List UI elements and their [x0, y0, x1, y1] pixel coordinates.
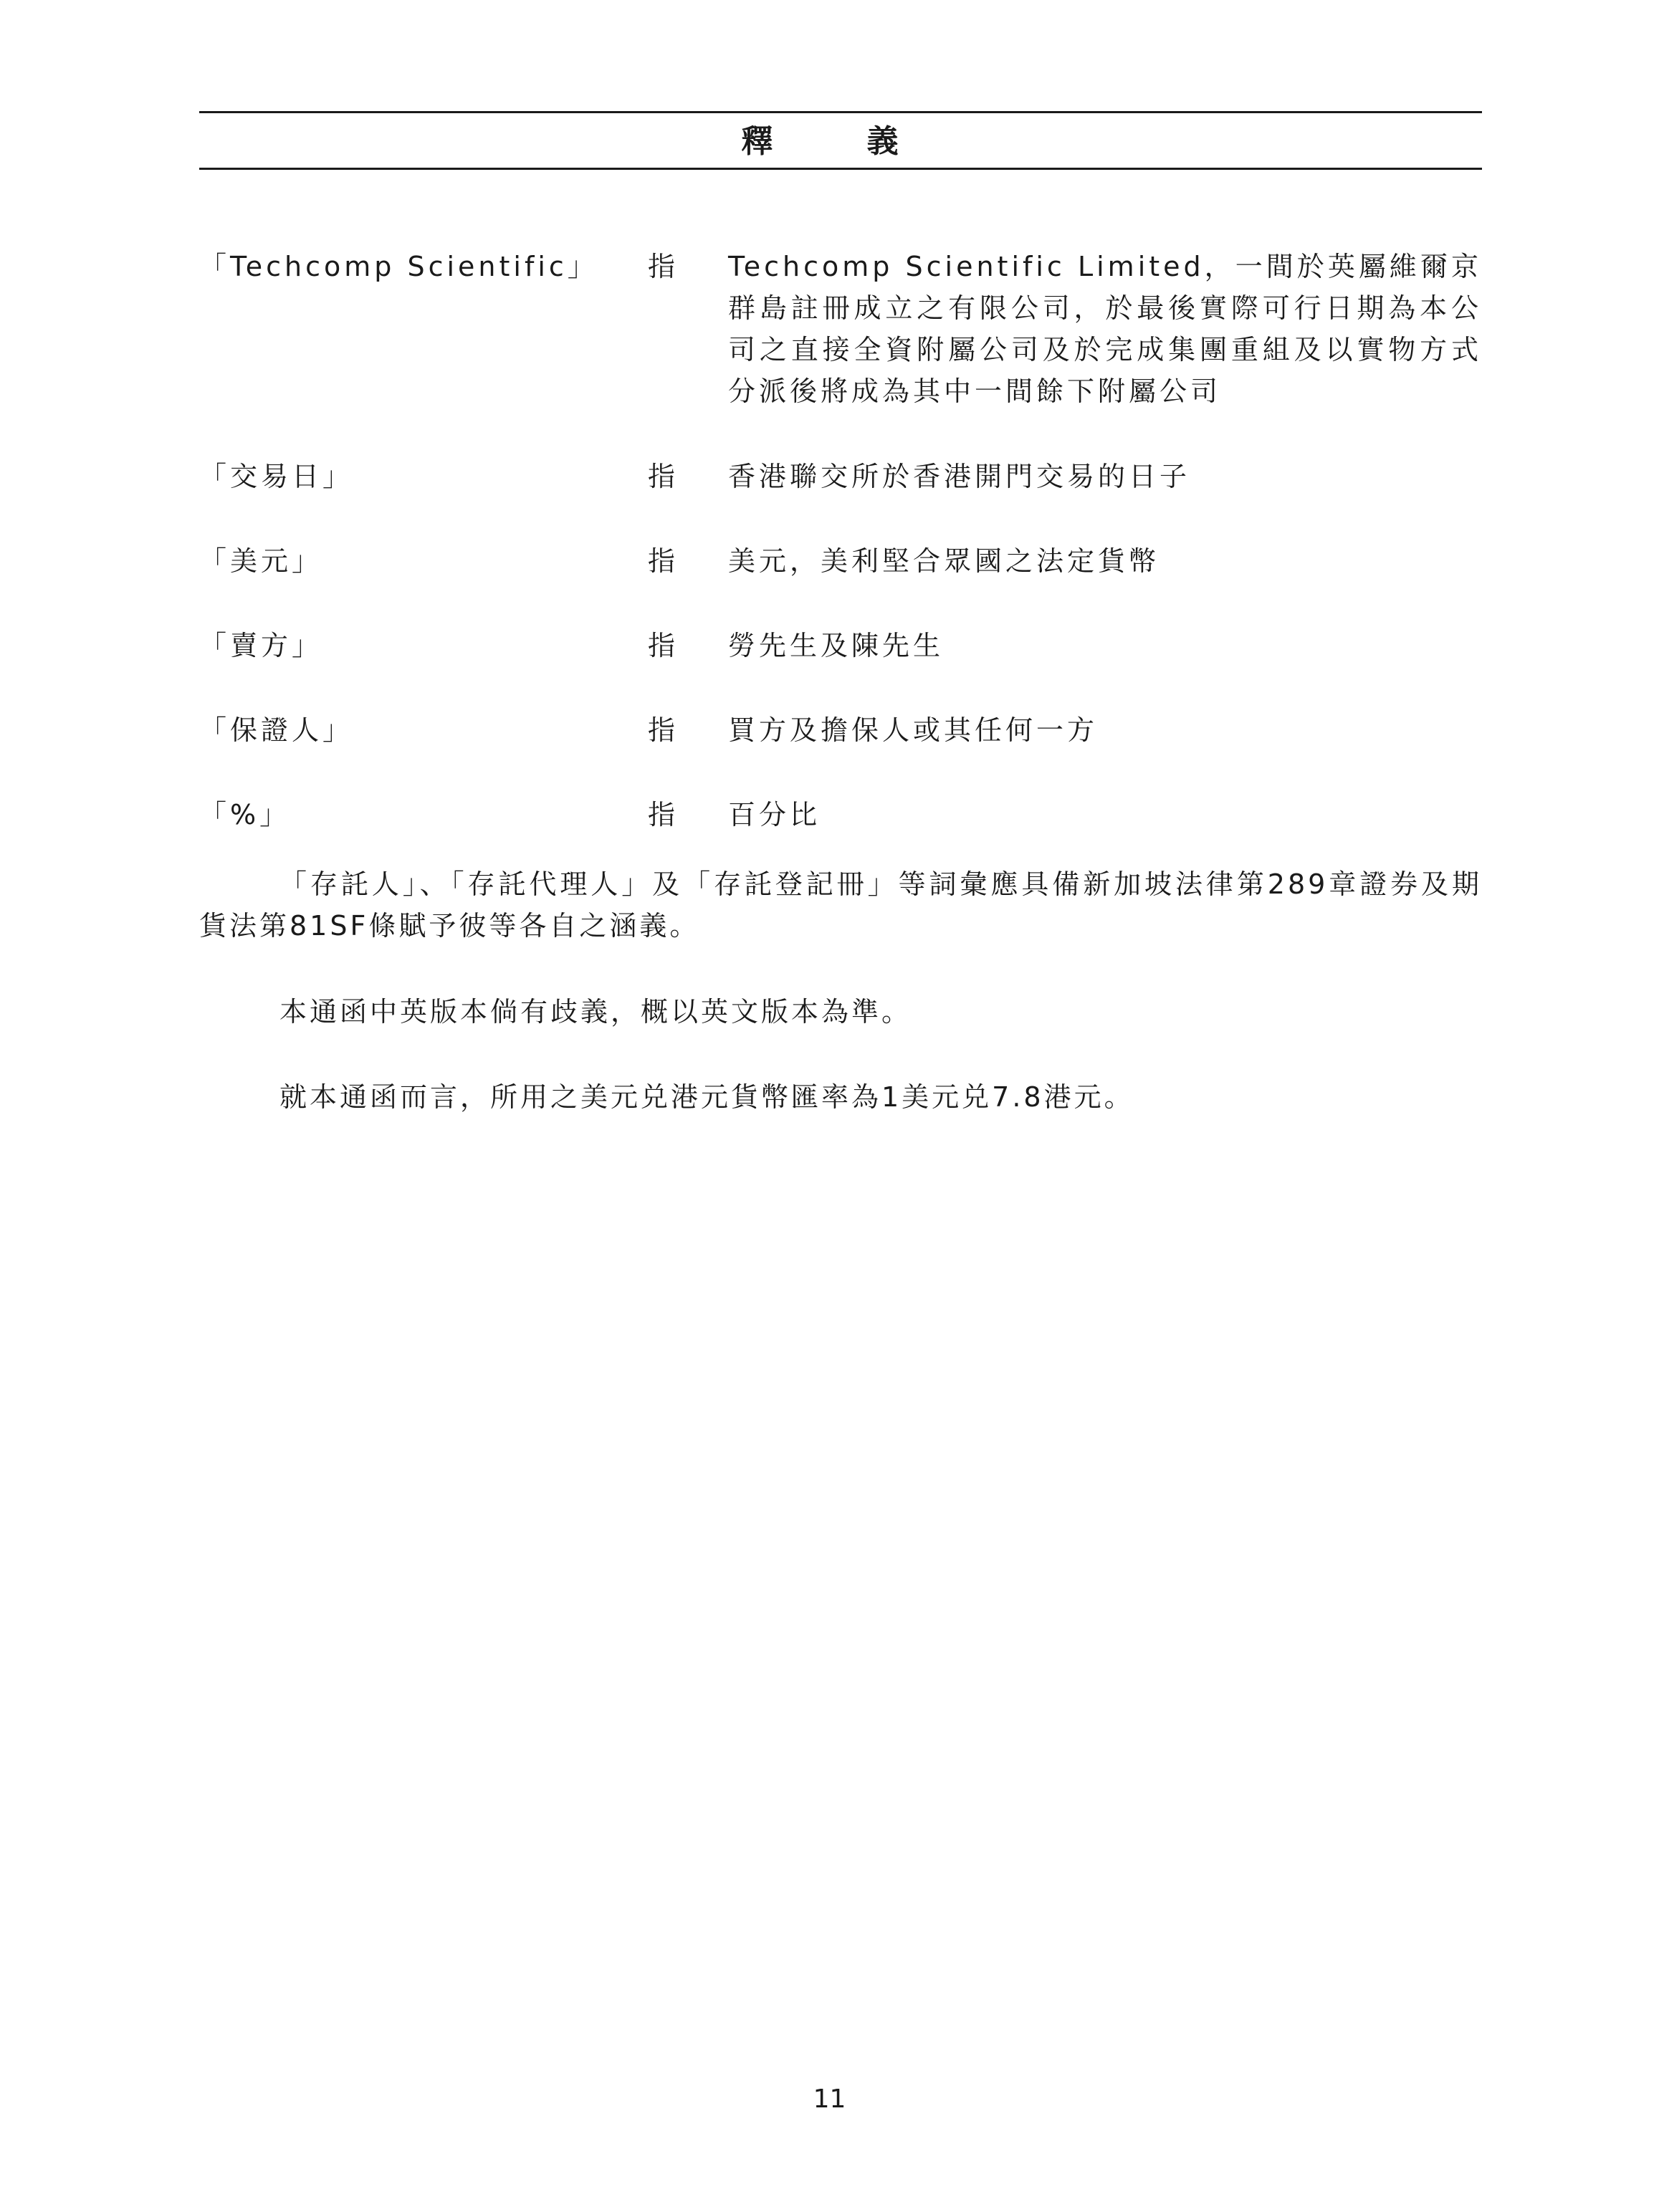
definition-row-us-dollar [199, 540, 1482, 583]
definition-row-techcomp-scientific [199, 246, 1482, 418]
definition-means: 指 [648, 461, 676, 492]
definition-means: 指 [648, 251, 676, 282]
definition-means: 指 [648, 545, 676, 577]
definition-term: 「賣方」 [199, 630, 323, 661]
definition-means: 指 [648, 714, 676, 746]
definition-term: 「Techcomp Scientific」 [199, 251, 598, 282]
definition-text: 勞先生及陳先生 [728, 630, 945, 661]
definition-term: 「%」 [199, 799, 291, 830]
paragraph-language-precedence: 本通函中英版本倘有歧義，概以英文版本為準。 [279, 996, 912, 1028]
paragraph-exchange-rate: 就本通函而言，所用之美元兑港元貨幣匯率為1美元兑7.8港元。 [279, 1081, 1134, 1113]
definition-row-warrantors [199, 709, 1482, 752]
definition-row-vendors [199, 625, 1482, 668]
definition-term: 「保證人」 [199, 714, 354, 746]
definition-row-trading-day [199, 456, 1482, 499]
definition-term: 「交易日」 [199, 461, 354, 492]
definition-text: 買方及擔保人或其任何一方 [728, 714, 1099, 746]
paragraph-depository-terms: 「存託人」、「存託代理人」及「存託登記冊」等詞彙應具備新加坡法律第289章證券及期貨法第81SF條賦予彼等各自之涵義。 [199, 868, 1482, 942]
header-bottom-rule [199, 168, 1482, 170]
definition-means: 指 [648, 799, 676, 830]
definition-term: 「美元」 [199, 545, 323, 577]
definition-text: 香港聯交所於香港開門交易的日子 [728, 461, 1191, 492]
definition-text: 美元，美利堅合眾國之法定貨幣 [728, 545, 1160, 577]
header-top-rule [199, 111, 1482, 113]
definition-text: Techcomp Scientific Limited，一間於英屬維爾京群島註冊成立之有限公司，於最後實際可行日期為本公司之直接全資附屬公司及於完成集團重組及以實物方式分派後將成為其中一間餘下附屬公司 [728, 251, 1482, 407]
definition-row-percent [199, 794, 1482, 837]
definition-means: 指 [648, 630, 676, 661]
page-title: 釋 義 [741, 123, 940, 160]
page-number: 11 [813, 2084, 846, 2114]
definition-text: 百分比 [728, 799, 821, 830]
